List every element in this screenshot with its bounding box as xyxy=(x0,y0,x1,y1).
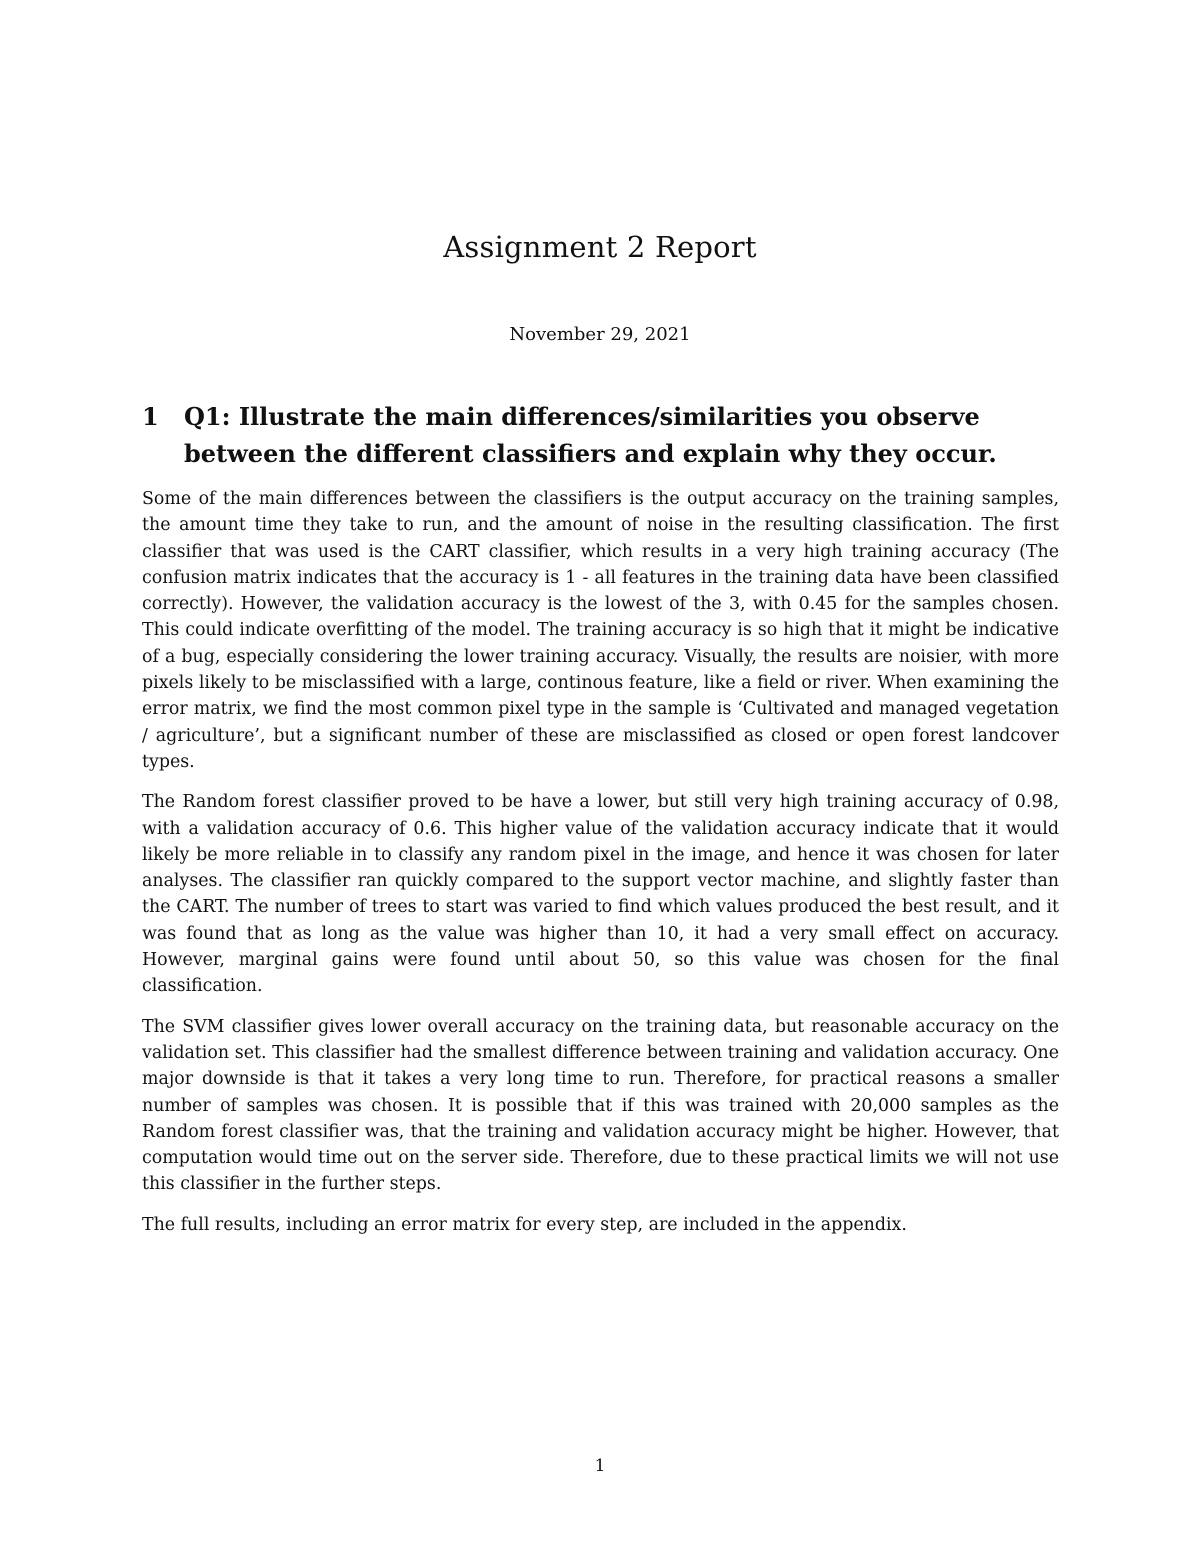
section-number: 1 xyxy=(142,402,159,431)
document-title: Assignment 2 Report xyxy=(443,230,757,264)
document-date: November 29, 2021 xyxy=(509,324,691,345)
section-body xyxy=(142,486,1059,1252)
paragraph: Some of the main differences between the classifiers is the output accuracy on the training samples, the amount time they take to run, and the amount of noise in the resulting classification. The first classifier that was used is the CART classifier, which results in a very high training accuracy (The confusion matrix indicates that the accuracy is 1 - all features in the training data have been classified correctly). However, the validation accuracy is the lowest of the 3, with 0.45 for the samples chosen. This could indicate overfitting of the model. The training accuracy is so high that it might be indicative of a bug, especially considering the lower training accuracy. Visually, the results are noisier, with more pixels likely to be misclassified with a large, continous feature, like a field or river. When examining the error matrix, we find the most common pixel type in the sample is ‘Cultivated and managed vegetation / agriculture’, but a significant number of these are misclassified as closed or open forest landcover types. xyxy=(142,489,1059,772)
page-number: 1 xyxy=(594,1456,606,1476)
section-title: Q1: Illustrate the main differences/similarities you observe between the different classifiers and explain why they occur. xyxy=(184,402,997,468)
paragraph: The full results, including an error matrix for every step, are included in the appendix. xyxy=(142,1214,907,1235)
section-heading xyxy=(142,398,1062,472)
paragraph: The Random forest classifier proved to be have a lower, but still very high training accuracy of 0.98, with a validation accuracy of 0.6. This higher value of the validation accuracy indicate that it would likely be more reliable in to classify any random pixel in the image, and hence it was chosen for later analyses. The classifier ran quickly compared to the support vector machine, and slightly faster than the CART. The number of trees to start was varied to find which values produced the best result, and it was found that as long as the value was higher than 10, it had a very small effect on accuracy. However, marginal gains were found until about 50, so this value was chosen for the final classification. xyxy=(142,792,1059,997)
paragraph: The SVM classifier gives lower overall accuracy on the training data, but reasonable accuracy on the validation set. This classifier had the smallest difference between training and validation accuracy. One major downside is that it takes a very long time to run. Therefore, for practical reasons a smaller number of samples was chosen. It is possible that if this was trained with 20,000 samples as the Random forest classifier was, that the training and validation accuracy might be higher. However, that computation would time out on the server side. Therefore, due to these practical limits we will not use this classifier in the further steps. xyxy=(142,1016,1059,1195)
